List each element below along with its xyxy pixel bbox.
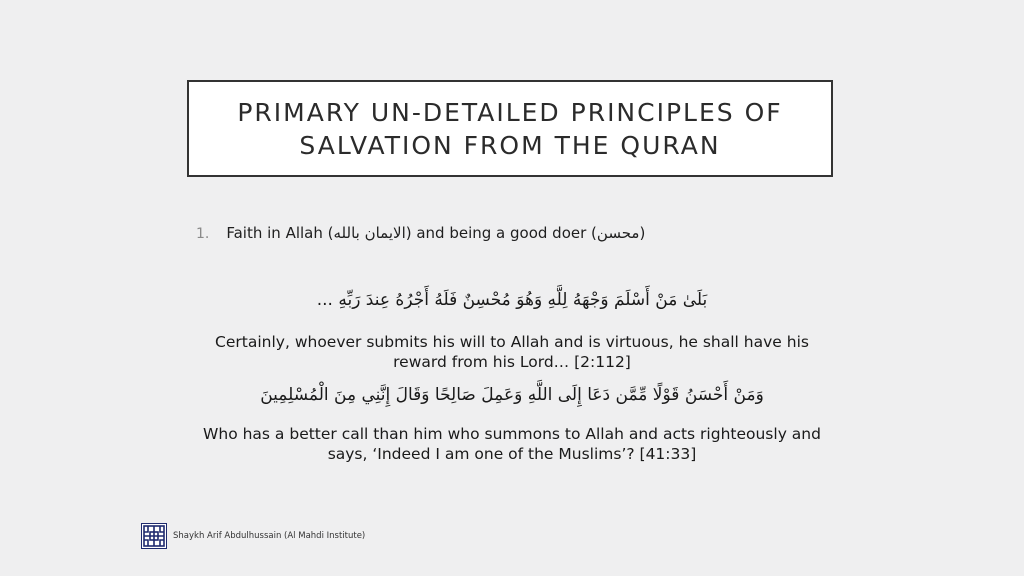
institute-logo-graphic: [142, 524, 166, 548]
verse-1-arabic: بَلَىٰ مَنْ أَسْلَمَ وَجْهَهُ لِلَّهِ وَهُوَ مُحْسِنٌ فَلَهُ أَجْرُهُ عِندَ رَبِّهِ ...: [316, 290, 708, 310]
list-item: [196, 224, 645, 242]
verse-2-translation-line-1: Who has a better call than him who summons to Allah and acts righteously and: [203, 425, 821, 443]
arabic-doer-term: محسن: [596, 224, 640, 242]
list-text-middle: ) and being a good doer (: [405, 224, 597, 242]
list-number: 1.: [196, 226, 210, 242]
footer: [141, 523, 365, 549]
page-title-line-1: PRIMARY UN-DETAILED PRINCIPLES OF: [237, 97, 783, 127]
verse-2-translation: [192, 424, 832, 464]
institute-logo-icon: [141, 523, 167, 549]
verse-1-translation-line-1: Certainly, whoever submits his will to Allah and is virtuous, he shall have his: [215, 333, 809, 351]
verse-2-arabic: وَمَنْ أَحْسَنُ قَوْلًا مِّمَّن دَعَا إِلَى اللَّهِ وَعَمِلَ صَالِحًا وَقَالَ إِنَّنِي مِنَ الْمُسْلِمِينَ: [260, 385, 764, 405]
footer-credit: Shaykh Arif Abdulhussain (Al Mahdi Institute): [173, 531, 366, 541]
list-text-before: Faith in Allah (: [226, 224, 334, 242]
verse-2-translation-line-2: says, ‘Indeed I am one of the Muslims’? [41:33]: [327, 445, 697, 463]
page-title-line-2: SALVATION FROM THE QURAN: [299, 130, 721, 160]
verse-1-translation-line-2: reward from his Lord… [2:112]: [393, 353, 631, 371]
list-text-after: ): [639, 224, 646, 242]
title-box: [187, 80, 833, 177]
arabic-faith-term: الايمان بالله: [333, 224, 406, 242]
verse-1-translation: [192, 332, 832, 372]
